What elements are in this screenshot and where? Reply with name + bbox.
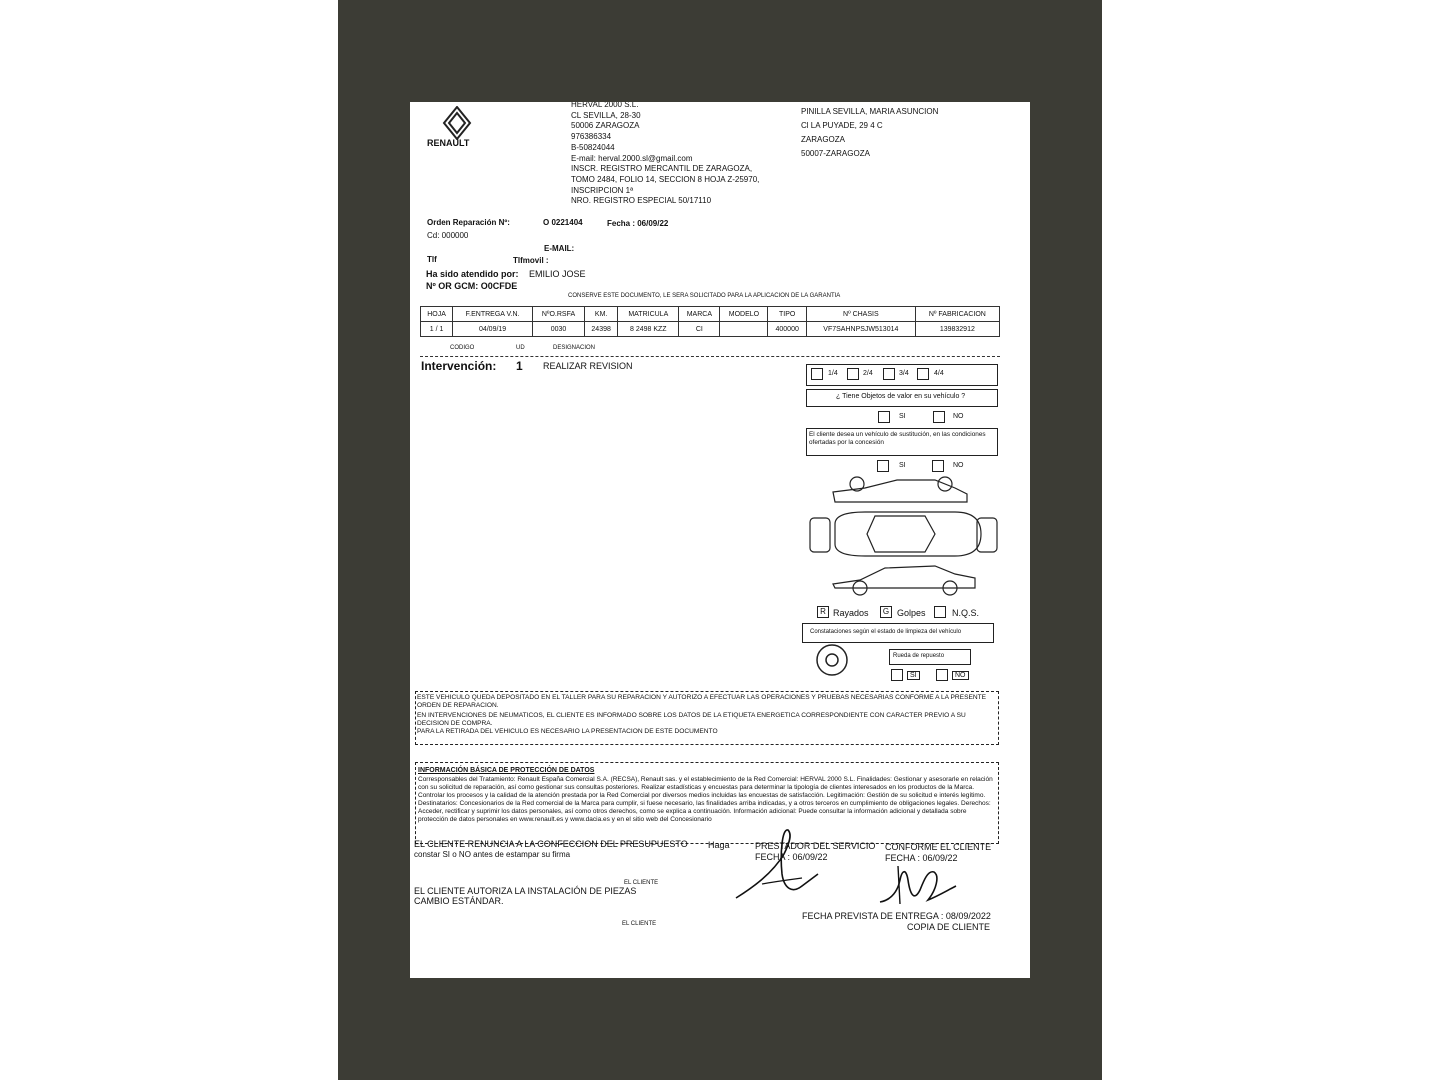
- table-header: MODELO: [720, 307, 768, 322]
- dealer-line: TOMO 2484, FOLIO 14, SECCION 8 HOJA Z-25970,: [571, 174, 760, 184]
- attended-name: EMILIO JOSE: [529, 269, 586, 279]
- legend-nqs-label: N.Q.S.: [952, 608, 980, 618]
- privacy-text: Corresponsables del Tratamiento: Renault España Comercial S.A. (RECSA), Renault sas. y el establecimiento de la Red Comercial: HERVAL 2000 S.L. Finalidades: Gestionar y asesorarle en relación con su solicitud de reparación, así como gestionar sus consultas posteriores. Realizar estadísticas y encuestas para determinar la tipología de clientes interesados en los productos de la Marca. Controlar los procesos y la calidad de la atención prestada por la Red Comercial por diversos medios incluidas las encuestas de satisfacción. Legitimación: Gestión de su solicitud e interés legítimo. Destinatarios: Concesionarios de la Red comercial de la Marca para cumplir, si fuese necesario, las finalidades arriba indicadas, y a otros terceros en cumplimiento de obligaciones legales. Derechos: Acceder, rectificar y suprimir los datos personales, así como otros derechos, como se explica a continuación. Información adicional: Puede consultar la información adicional y detallada sobre protección de datos personales en www.renault.es y www.dacia.es y en el sitio web del Concesionario: [418, 776, 993, 823]
- fuel-label: 2/4: [863, 370, 873, 377]
- legend-g-label: Golpes: [897, 608, 926, 618]
- legend-r-label: Rayados: [833, 608, 869, 618]
- substitute-question: El cliente desea un vehículo de sustitución, en las condiciones ofertadas por la concesión: [809, 431, 986, 446]
- table-cell: [720, 322, 768, 337]
- substitute-yes-checkbox[interactable]: [877, 460, 889, 472]
- tlf-label: Tlf: [427, 255, 437, 264]
- car-top-view: [835, 512, 981, 556]
- fuel-label: 3/4: [899, 370, 909, 377]
- spare-wheel-no-label: NO: [952, 671, 969, 680]
- valuables-no-label: NO: [953, 413, 964, 420]
- order-number: O 0221404: [543, 218, 583, 227]
- legend-g-box: G: [880, 606, 892, 618]
- client-signature: [878, 860, 958, 910]
- table-cell: 24398: [585, 322, 618, 337]
- provider-signature: [732, 824, 822, 904]
- legend-r-box: R: [817, 606, 829, 618]
- dealer-line: INSCRIPCION 1ª: [571, 185, 634, 195]
- table-header: HOJA: [421, 307, 453, 322]
- dealer-line: NRO. REGISTRO ESPECIAL 50/17110: [571, 196, 712, 206]
- substitute-no-checkbox[interactable]: [932, 460, 944, 472]
- fuel-label: 1/4: [828, 370, 838, 377]
- client-signature-label-1: EL CLIENTE: [624, 880, 659, 886]
- order-cd: Cd: 000000: [427, 231, 469, 240]
- car-damage-diagram: [805, 474, 1001, 598]
- table-cell: 139832912: [915, 322, 999, 337]
- valuables-yes-label: SI: [899, 413, 906, 420]
- intervention-description: REALIZAR REVISION: [543, 361, 633, 371]
- table-header: KM.: [585, 307, 618, 322]
- order-label: Orden Reparación Nº:: [427, 218, 510, 227]
- table-cell: VF7SAHNPSJW513014: [806, 322, 915, 337]
- table-cell: 04/09/19: [453, 322, 533, 337]
- guarantee-notice: CONSERVE ESTE DOCUMENTO, LE SERA SOLICITADO PARA LA APLICACION DE LA GARANTIA: [568, 293, 841, 299]
- spare-wheel-icon: [815, 643, 849, 677]
- fuel-checkbox[interactable]: [883, 368, 895, 380]
- client-line: 50007-ZARAGOZA: [801, 149, 870, 158]
- tlfmovil-label: Tlfmovil :: [513, 256, 549, 265]
- car-rear-view: [977, 518, 997, 552]
- dealer-line: E-mail: herval.2000.sl@gmail.com: [571, 153, 693, 163]
- parts-authorization: EL CLIENTE AUTORIZA LA INSTALACIÓN DE PIEZAS: [414, 886, 637, 896]
- dealer-line: B-50824044: [571, 142, 615, 152]
- repair-order-document: [410, 102, 1030, 978]
- table-cell: 8 2498 KZZ: [618, 322, 679, 337]
- valuables-yes-checkbox[interactable]: [878, 411, 890, 423]
- client-copy-label: COPIA DE CLIENTE: [907, 922, 991, 932]
- col-designacion: DESIGNACION: [553, 345, 596, 351]
- table-header: NºO.RSFA: [533, 307, 585, 322]
- budget-waiver-note: constar SI o NO antes de estampar su firma: [414, 850, 571, 859]
- spare-wheel-no-checkbox[interactable]: [936, 669, 948, 681]
- car-front-view: [810, 518, 830, 552]
- table-cell: CI: [679, 322, 720, 337]
- car-roof-outline: [867, 516, 935, 552]
- fuel-label: 4/4: [934, 370, 944, 377]
- fuel-checkbox[interactable]: [847, 368, 859, 380]
- client-line: Cl LA PUYADE, 29 4 C: [801, 121, 883, 130]
- valuables-no-checkbox[interactable]: [933, 411, 945, 423]
- spare-wheel-yes-label: SI: [907, 671, 920, 680]
- haga-label: Haga: [708, 840, 730, 850]
- gcm-number: Nº OR GCM: O0CFDE: [426, 281, 518, 291]
- table-cell: 0030: [533, 322, 585, 337]
- substitute-no-label: NO: [953, 462, 964, 469]
- order-date: Fecha : 06/09/22: [607, 219, 669, 228]
- client-line: PINILLA SEVILLA, MARIA ASUNCION: [801, 107, 939, 116]
- table-cell: 1 / 1: [421, 322, 453, 337]
- fuel-checkbox[interactable]: [917, 368, 929, 380]
- valuables-question: ¿ Tiene Objetos de valor en su vehículo ?: [836, 393, 966, 400]
- dealer-line: HERVAL 2000 S.L.: [571, 102, 639, 109]
- service-provider-label: PRESTADOR DEL SERVICIO: [755, 841, 876, 851]
- dealer-info: [571, 102, 759, 207]
- spare-wheel-label: Rueda de repuesto: [893, 653, 945, 659]
- table-header: TIPO: [768, 307, 807, 322]
- client-info: [801, 105, 938, 161]
- attended-label: Ha sido atendido por:: [426, 269, 519, 279]
- table-header: Nº CHASIS: [806, 307, 915, 322]
- table-header: MARCA: [679, 307, 720, 322]
- parts-authorization-2: CAMBIO ESTÁNDAR.: [414, 896, 504, 906]
- client-signature-label-2: EL CLIENTE: [622, 921, 657, 927]
- col-codigo: CODIGO: [450, 345, 475, 351]
- email-label: E-MAIL:: [544, 244, 575, 253]
- dealer-line: CL SEVILLA, 28-30: [571, 110, 641, 120]
- intervention-label: Intervención:: [421, 359, 497, 373]
- client-agree-date: FECHA : 06/09/22: [885, 853, 958, 863]
- table-row: [421, 322, 1000, 337]
- brand-name: RENAULT: [427, 138, 470, 148]
- divider: [420, 356, 1000, 357]
- deposit-text-3: PARA LA RETIRADA DEL VEHICULO ES NECESARIO LA PRESENTACION DE ESTE DOCUMENTO: [417, 728, 718, 735]
- table-header: F.ENTREGA V.N.: [453, 307, 533, 322]
- vehicle-table: [420, 306, 1000, 337]
- client-agree-label: CONFORME EL CLIENTE: [885, 842, 992, 852]
- privacy-title: INFORMACIÓN BÁSICA DE PROTECCIÓN DE DATOS: [418, 767, 595, 774]
- dealer-line: 976386334: [571, 132, 612, 142]
- service-provider-date: FECHA : 06/09/22: [755, 852, 828, 862]
- table-header: MATRICULA: [618, 307, 679, 322]
- table-header: Nº FABRICACION: [915, 307, 999, 322]
- fuel-checkbox[interactable]: [811, 368, 823, 380]
- table-header-row: [421, 307, 1000, 322]
- dealer-line: 50006 ZARAGOZA: [571, 121, 640, 131]
- substitute-yes-label: SI: [899, 462, 906, 469]
- col-ud: UD: [516, 345, 525, 351]
- deposit-text-1: ESTE VEHICULO QUEDA DEPOSITADO EN EL TALLER PARA SU REPARACION Y AUTORIZO A EFECTUAR LAS OPERACIONES Y PRUEBAS NECESARIAS CONFORME A LA PRESENTE ORDEN DE REPARACION.: [417, 694, 987, 709]
- budget-waiver: EL CLIENTE RENUNCIA A LA CONFECCION DEL PRESUPUESTO: [414, 839, 688, 849]
- dealer-line: INSCR. REGISTRO MERCANTIL DE ZARAGOZA,: [571, 164, 753, 174]
- intervention-number: 1: [516, 359, 523, 373]
- expected-delivery: FECHA PREVISTA DE ENTREGA : 08/09/2022: [802, 911, 991, 921]
- cleanliness-label: Constataciones según el estado de limpieza del vehículo: [810, 629, 962, 635]
- deposit-text-2: EN INTERVENCIONES DE NEUMATICOS, EL CLIENTE ES INFORMADO SOBRE LOS DATOS DE LA ETIQUETA ENERGETICA CORRESPONDIENTE CON CARACTER PREVIO A SU DECISION DE COMPRA.: [417, 712, 966, 727]
- client-line: ZARAGOZA: [801, 135, 846, 144]
- spare-wheel-yes-checkbox[interactable]: [891, 669, 903, 681]
- legend-nqs-box[interactable]: [934, 606, 946, 618]
- renault-logo-icon: [442, 106, 472, 140]
- table-cell: 400000: [768, 322, 807, 337]
